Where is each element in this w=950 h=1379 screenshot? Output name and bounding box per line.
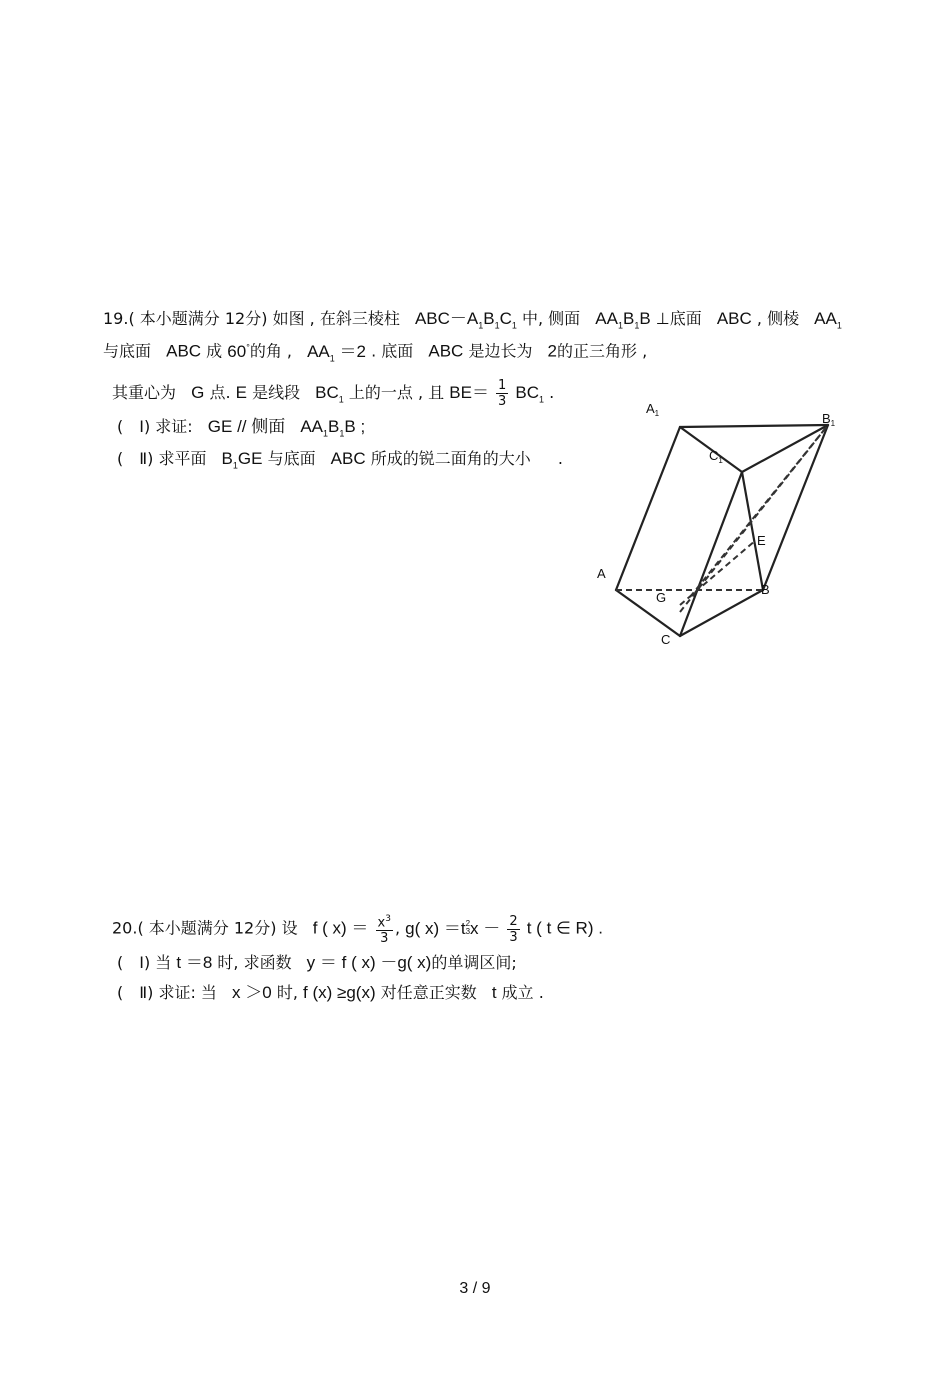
q19-line2-text-d: . 底面 bbox=[371, 341, 414, 361]
edge-b-b1 bbox=[763, 425, 828, 590]
q19-fraction: $\frac{1}{3}$ bbox=[498, 378, 507, 409]
q19-line2-text-f: 的正三角形 , bbox=[557, 341, 648, 361]
edge-a1-b1 bbox=[680, 425, 828, 427]
q19-edge: $AA_1$ bbox=[814, 309, 842, 331]
q20-part2 bbox=[117, 983, 544, 1003]
label-e: E bbox=[757, 533, 766, 548]
q19-angle: 60° bbox=[227, 341, 250, 361]
q19-perp: ⊥底面 bbox=[655, 309, 702, 328]
q19-line2-text-c: 的角 , bbox=[249, 341, 292, 361]
q19-part1-face: $AA_1B_1B$ ; bbox=[300, 417, 366, 439]
q20-points: 本小题满分 12分) bbox=[148, 918, 277, 938]
q19-intro: 如图 , 在斜三棱柱 bbox=[272, 309, 400, 328]
q19-part2-text2: 所成的锐二面角的大小 bbox=[370, 449, 531, 468]
q19-side-length: 2 bbox=[547, 341, 558, 361]
q20-part1 bbox=[117, 953, 517, 973]
q19-base: ABC bbox=[716, 309, 752, 328]
page-number: 3 / 9 bbox=[459, 1280, 491, 1297]
edge-c-b bbox=[680, 590, 763, 636]
label-g: G bbox=[656, 590, 667, 605]
q20-part2-text: 时, bbox=[276, 983, 298, 1002]
q20-part1-t: t ＝8 bbox=[176, 953, 213, 972]
q20-part2-end: 成立 . bbox=[501, 983, 544, 1002]
q20-number: 20.( bbox=[112, 918, 144, 938]
q19-number: 19.( bbox=[103, 309, 135, 328]
q19-be: BE＝ bbox=[449, 383, 489, 402]
q19-part2-text: 与底面 bbox=[267, 449, 316, 468]
q19-line2-base2: ABC bbox=[428, 341, 464, 361]
q19-line2-text-b: 成 bbox=[206, 341, 223, 361]
q19-line3-text-d: 上的一点 , 且 bbox=[348, 383, 445, 402]
edge-a-c bbox=[616, 590, 680, 636]
q20-part1-text: 时, 求函数 bbox=[217, 953, 292, 972]
q19-line2-text-a: 与底面 bbox=[103, 341, 152, 361]
q19-edge-intro: , 侧棱 bbox=[756, 309, 800, 328]
q20-part1-end: 的单调区间; bbox=[431, 953, 517, 972]
q19-segment-bc1: $BC_1$ bbox=[315, 383, 344, 405]
edge-c-c1 bbox=[680, 472, 742, 636]
q19-point-g: G bbox=[191, 383, 205, 402]
q19-line3-text-c: 是线段 bbox=[252, 383, 301, 402]
q19-part1-label: ( Ⅰ) 求证: bbox=[117, 417, 193, 436]
q20-g-fraction: $\frac{2}{3}$ bbox=[509, 913, 518, 945]
q19-line3-text-a: 其重心为 bbox=[112, 383, 177, 402]
q20-part1-y: y ＝ f ( x) －g( x) bbox=[306, 953, 432, 972]
label-c1: $C_1$ bbox=[709, 448, 723, 465]
q19-line2-text-e: 是边长为 bbox=[468, 341, 533, 361]
q20-part2-x: x ＞0 bbox=[232, 983, 272, 1002]
q19-line2-base: ABC bbox=[166, 341, 202, 361]
label-b1: $B_1$ bbox=[822, 411, 836, 428]
q19-points: 本小题满分 12分) bbox=[139, 309, 268, 328]
label-b: B bbox=[761, 582, 770, 597]
q19-prism: $ABC-A_1B_1C_1$ bbox=[414, 309, 517, 331]
label-a: A bbox=[597, 566, 606, 581]
q20-comma: , bbox=[394, 918, 401, 938]
q20-part2-ineq: f (x) ≥g(x) bbox=[303, 983, 376, 1002]
q20-gx-end: t ( t ∈ R) . bbox=[526, 918, 603, 938]
q20-gx: g( x) ＝t $^{2 3}$ x － bbox=[405, 918, 501, 938]
edge-a-a1 bbox=[616, 427, 680, 590]
q20-line1 bbox=[112, 912, 603, 946]
q20-f-fraction: $\frac{x^3}{3}$ bbox=[377, 914, 391, 947]
q20-intro: 设 bbox=[281, 918, 298, 938]
q20-fx: f ( x) ＝ bbox=[312, 918, 369, 938]
q19-mid: 中, 侧面 bbox=[522, 309, 581, 328]
q20-part2-t: t bbox=[491, 983, 497, 1002]
q20-part2-label: ( Ⅱ) 求证: 当 bbox=[117, 983, 217, 1002]
q19-part2-plane: $B_1GE$ bbox=[221, 449, 263, 471]
q20-part1-label: ( Ⅰ) 当 bbox=[117, 953, 172, 972]
q20-part2-text2: 对任意正实数 bbox=[380, 983, 477, 1002]
q19-part2-base: ABC bbox=[330, 449, 366, 468]
q19-line3-text-b: 点. bbox=[209, 383, 231, 402]
edge-c1-b1 bbox=[742, 425, 828, 472]
label-c: C bbox=[661, 632, 671, 647]
q19-part2-label: ( Ⅱ) 求平面 bbox=[117, 449, 207, 468]
q19-line3-period: . bbox=[549, 383, 555, 402]
q19-face: $AA_1B_1B$ bbox=[595, 309, 651, 331]
q19-part2-period: . bbox=[557, 449, 563, 468]
q19-aa1: $AA_1 =2$ bbox=[307, 341, 366, 364]
label-a1: $A_1$ bbox=[646, 401, 660, 418]
q19-bc1-end: $BC_1$ bbox=[515, 383, 545, 405]
q19-point-e: E bbox=[235, 383, 247, 402]
q19-part1-ge: GE // 侧面 bbox=[207, 417, 286, 436]
